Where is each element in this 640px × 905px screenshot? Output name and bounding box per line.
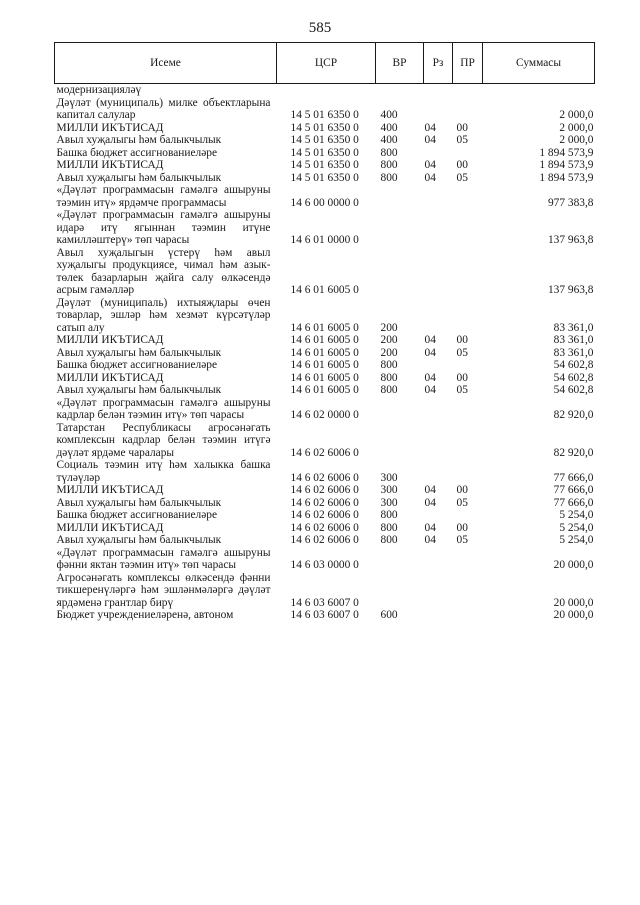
row-csr: 14 6 03 0000 0 [290,559,359,571]
table-row [55,509,595,522]
row-name: Башка бюджет ассигнованиеләре [56,146,218,159]
table-row [55,347,595,360]
header-csr: ЦСР [277,43,376,84]
table-row [55,159,595,172]
row-sum: 137 963,8 [547,234,594,246]
row-csr: 14 5 01 6350 0 [290,171,359,184]
row-csr: 14 6 02 6006 0 [290,496,359,509]
row-name: МИЛЛИ ИКЪТИСАД [56,159,164,171]
row-pr [453,572,483,610]
row-csr: 14 6 01 6005 0 [290,284,359,296]
row-name: Авыл хуҗалыгы һәм балыкчылык [56,384,222,396]
row-csr: 14 6 02 6006 0 [290,484,359,496]
row-rz: 04 [424,496,436,509]
row-sum: 1 894 573,9 [539,146,594,159]
row-rz: 04 [424,346,436,359]
row-sum: 2 000,0 [559,121,594,134]
row-name: Дәүләт (муниципаль) ихтыяҗлары өчен товарлар, эшләр һәм хезмәт күрсәтүләр сатып алу [56,296,271,334]
row-vr: 800 [380,359,398,371]
row-vr: 200 [380,334,398,346]
row-csr: 14 6 02 6006 0 [290,509,359,521]
row-vr: 200 [380,321,398,334]
row-rz [424,459,453,484]
row-name: Авыл хуҗалыгы һәм балыкчылык [56,534,222,546]
row-csr: 14 6 02 0000 0 [290,409,359,421]
row-pr [453,247,483,297]
row-vr [376,572,424,610]
row-pr: 05 [456,134,468,146]
row-rz [424,609,453,622]
row-pr [453,459,483,484]
budget-table [54,42,595,622]
table-row [55,122,595,135]
table-row [55,172,595,185]
table-row [55,359,595,372]
row-vr: 800 [380,521,398,534]
row-rz: 04 [424,134,436,146]
header-name: Исеме [55,43,277,84]
row-sum: 5 254,0 [559,534,594,546]
row-name: Агросәнәгать комплексы өлкәсендә фәнни тикшеренүләргә һәм эшләнмәләргә дәүләт ярдәменә грантлар бирү [56,571,271,609]
row-csr: 14 6 02 6006 0 [290,471,359,484]
header-pr: ПР [453,43,483,84]
row-rz [424,547,453,572]
row-vr: 800 [380,534,398,546]
row-name: МИЛЛИ ИКЪТИСАД [56,371,164,384]
row-rz: 04 [424,384,436,396]
table-row [55,572,595,610]
row-sum: 5 254,0 [559,521,594,534]
row-sum: 82 920,0 [553,409,594,421]
row-name: «Дәүләт программасын гамәлгә ашыруны кадрлар белән тәэмин итү» төп чарасы [56,396,271,421]
row-sum: 77 666,0 [553,484,594,496]
row-pr: 00 [456,334,468,346]
row-vr: 800 [380,146,398,159]
row-csr: 14 6 03 6007 0 [290,596,359,609]
row-pr: 00 [456,159,468,171]
row-pr: 05 [456,496,468,509]
row-name: Авыл хуҗалыгын үстерү һәм авыл хуҗалыгы продукциясе, чимал һәм азык-төлек базарларын җайга салу өлкәсендә асрым гамәлләр [56,246,271,296]
row-rz: 04 [424,171,436,184]
row-name: Авыл хуҗалыгы һәм балыкчылык [56,134,222,146]
row-name: «Дәүләт программасын гамәлгә ашыруны фәнни яктан тәэмин итү» төп чарасы [56,546,271,571]
row-rz: 04 [424,521,436,534]
row-sum: 20 000,0 [553,559,594,571]
row-rz: 04 [424,159,436,171]
row-sum: 54 602,8 [553,371,594,384]
row-name: Бюджет учреждениеләренә, автоном [56,609,234,621]
row-csr: 14 6 00 0000 0 [290,196,359,209]
table-row [55,134,595,147]
row-sum: 2 000,0 [559,109,594,121]
header-sum: Суммасы [483,43,595,84]
row-vr: 800 [380,384,398,396]
row-name: «Дәүләт программасын гамәлгә ашыруны идарә итү ягыннан тәэмин итүне камилләштерү» төп чарасы [56,209,271,246]
table-row [55,147,595,160]
row-name: Башка бюджет ассигнованиеләре [56,509,218,521]
table-row [55,184,595,209]
row-sum: 77 666,0 [553,496,594,509]
row-csr: 14 5 01 6350 0 [290,121,359,134]
row-sum: 54 602,8 [553,359,594,371]
table-row [55,547,595,572]
row-pr: 00 [456,484,468,496]
row-vr [376,547,424,572]
row-rz: 04 [424,371,436,384]
row-rz [424,147,453,160]
row-rz: 04 [424,334,436,346]
row-sum: 20 000,0 [553,596,594,609]
table-row [55,484,595,497]
table-header [55,43,595,84]
table-row [55,534,595,547]
row-csr: 14 6 03 6007 0 [290,609,359,621]
row-pr: 00 [456,521,468,534]
row-vr: 400 [380,109,398,121]
table-row [55,422,595,460]
row-name: МИЛЛИ ИКЪТИСАД [56,334,164,346]
row-rz [424,572,453,610]
row-pr: 05 [456,171,468,184]
table-row [55,497,595,510]
row-sum: 20 000,0 [553,609,594,621]
header-rz: Рз [424,43,453,84]
table-row [55,209,595,247]
row-csr: 14 5 01 6350 0 [290,159,359,171]
row-vr: 600 [380,609,398,621]
row-sum: 5 254,0 [559,509,594,521]
row-pr: 05 [456,384,468,396]
row-csr: 14 6 02 6006 0 [290,446,359,459]
row-pr [453,84,483,97]
page-number: 585 [308,20,332,36]
row-csr: 14 6 02 6006 0 [290,534,359,546]
row-sum [483,84,595,97]
row-sum: 1 894 573,9 [539,159,594,171]
header-vr: ВР [376,43,424,84]
row-name: Башка бюджет ассигнованиеләре [56,359,218,371]
row-name: Авыл хуҗалыгы һәм балыкчылык [56,171,222,184]
row-vr: 800 [380,159,398,171]
row-pr [453,184,483,209]
row-vr [376,247,424,297]
table-row [55,372,595,385]
table-row [55,609,595,622]
row-vr: 200 [380,346,398,359]
table-row [55,334,595,347]
row-sum: 83 361,0 [553,321,594,334]
table-body [55,84,595,622]
row-sum: 83 361,0 [553,346,594,359]
row-csr: 14 6 01 0000 0 [290,234,359,246]
row-rz [424,297,453,335]
row-vr: 400 [380,121,398,134]
row-rz [424,397,453,422]
row-sum: 2 000,0 [559,134,594,146]
row-rz [424,509,453,522]
row-vr: 300 [380,496,398,509]
row-pr [453,509,483,522]
row-csr: 14 5 01 6350 0 [290,146,359,159]
row-pr [453,397,483,422]
row-name: Социаль тәэмин итү һәм халыкка башка түләүләр [56,459,271,484]
row-vr: 800 [380,371,398,384]
row-csr: 14 6 01 6005 0 [290,359,359,371]
row-pr: 05 [456,346,468,359]
row-sum: 54 602,8 [553,384,594,396]
row-sum: 1 894 573,9 [539,171,594,184]
table-row [55,459,595,484]
row-rz: 04 [424,121,436,134]
row-pr [453,209,483,247]
row-vr: 400 [380,134,398,146]
row-pr [453,422,483,460]
row-name: «Дәүләт программасын гамәлгә ашыруны тәэмин итү» ярдәмче программасы [56,184,271,209]
row-rz [424,184,453,209]
row-rz: 04 [424,534,436,546]
row-csr: 14 6 01 6005 0 [290,384,359,396]
row-csr: 14 6 01 6005 0 [290,334,359,346]
row-pr: 00 [456,121,468,134]
row-csr: 14 6 01 6005 0 [290,346,359,359]
row-name: модернизацияләү [56,84,142,96]
row-pr: 05 [456,534,468,546]
row-sum: 83 361,0 [553,334,594,346]
row-vr [376,84,424,97]
row-vr: 800 [380,171,398,184]
table-row [55,397,595,422]
row-vr [376,184,424,209]
row-vr [376,209,424,247]
row-name: Авыл хуҗалыгы һәм балыкчылык [56,346,222,359]
table-row [55,522,595,535]
row-csr: 14 5 01 6350 0 [290,134,359,146]
row-rz [424,97,453,122]
row-pr [453,97,483,122]
row-csr: 14 6 01 6005 0 [290,371,359,384]
row-pr [453,359,483,372]
row-pr [453,147,483,160]
row-vr: 300 [380,484,398,496]
row-pr [453,609,483,622]
table-row [55,297,595,335]
row-rz [424,247,453,297]
row-vr [376,422,424,460]
row-rz [424,422,453,460]
table-row [55,97,595,122]
row-name: МИЛЛИ ИКЪТИСАД [56,121,164,134]
table-row [55,384,595,397]
row-sum: 977 383,8 [547,196,594,209]
row-pr: 00 [456,371,468,384]
row-name: Авыл хуҗалыгы һәм балыкчылык [56,496,222,509]
row-csr: 14 6 01 6005 0 [290,321,359,334]
table-row [55,247,595,297]
row-vr [376,397,424,422]
row-name: МИЛЛИ ИКЪТИСАД [56,521,164,534]
row-rz [424,359,453,372]
row-rz: 04 [424,484,436,496]
table-row [55,84,595,97]
row-name: Дәүләт (муниципаль) милке объектларына капитал салулар [56,96,271,121]
row-name: МИЛЛИ ИКЪТИСАД [56,484,164,496]
row-csr [277,84,376,97]
row-vr: 300 [380,471,398,484]
row-csr: 14 6 02 6006 0 [290,521,359,534]
row-name: Татарстан Республикасы агросәнәгать комплексын кадрлар белән тәэмин итүгә дәүләт ярдәме чаралары [56,421,271,459]
row-rz [424,84,453,97]
row-csr: 14 5 01 6350 0 [290,109,359,121]
row-sum: 82 920,0 [553,446,594,459]
row-vr: 800 [380,509,398,521]
row-sum: 137 963,8 [547,284,594,296]
row-pr [453,297,483,335]
row-pr [453,547,483,572]
row-rz [424,209,453,247]
row-sum: 77 666,0 [553,471,594,484]
